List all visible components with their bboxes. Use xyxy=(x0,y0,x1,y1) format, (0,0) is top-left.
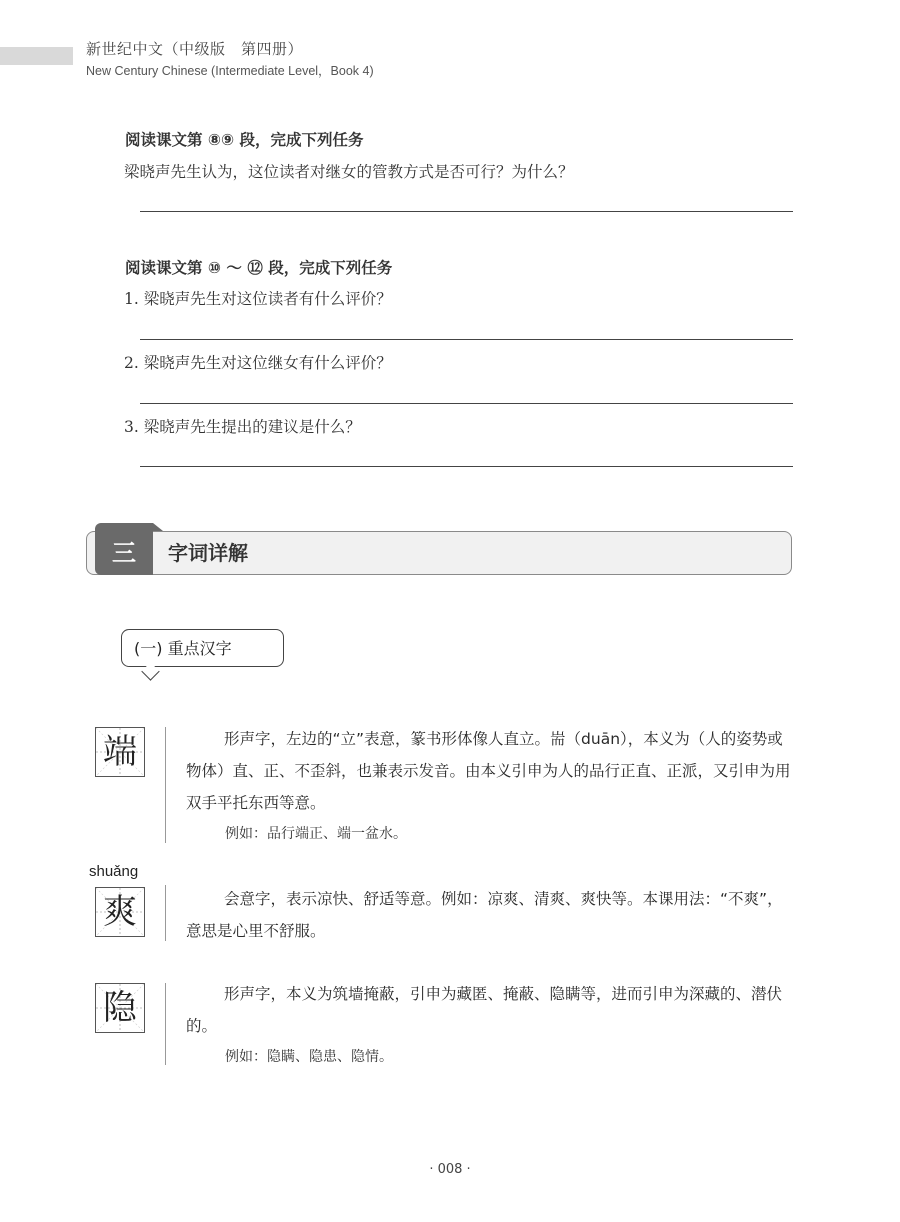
book-title-english: New Century Chinese (Intermediate Level，Book 4) xyxy=(86,64,374,78)
page-number: · 008 · xyxy=(429,1162,471,1177)
entry-divider xyxy=(165,885,166,941)
character-example: 例如：品行端正、端一盆水。 xyxy=(225,826,407,842)
character-explanation: 形声字，左边的“立”表意，篆书形体像人直立。耑（duān），本义为（人的姿势或物体）直、正、不歪斜，也兼表示发音。由本义引申为人的品行正直、正派，又引申为用双手平托东西等意。 xyxy=(186,730,791,812)
character-glyph: 隐 xyxy=(103,988,137,1028)
answer-line[interactable] xyxy=(140,211,793,212)
answer-line[interactable] xyxy=(140,466,793,467)
character-glyph: 爽 xyxy=(103,892,137,932)
entry-divider xyxy=(165,727,166,843)
header-accent-bar xyxy=(0,47,73,65)
character-grid-box xyxy=(95,887,145,937)
task-2-question-2: 2. 梁晓声先生对这位继女有什么评价？ xyxy=(124,354,392,372)
task-heading-1: 阅读课文第 ⑧⑨ 段，完成下列任务 xyxy=(125,131,364,149)
character-glyph: 端 xyxy=(103,732,137,772)
answer-line[interactable] xyxy=(140,403,793,404)
character-pinyin: shuǎng xyxy=(89,863,139,880)
answer-line[interactable] xyxy=(140,339,793,340)
task-1-question: 梁晓声先生认为，这位读者对继女的管教方式是否可行？为什么？ xyxy=(124,163,574,181)
task-heading-2: 阅读课文第 ⑩ ～ ⑫ 段，完成下列任务 xyxy=(125,259,393,277)
entry-divider xyxy=(165,983,166,1065)
section-tab-notch xyxy=(153,523,163,531)
character-explanation: 形声字，本义为筑墙掩蔽，引申为藏匿、掩蔽、隐瞒等，进而引申为深藏的、潜伏的。 xyxy=(186,985,783,1035)
section-number: 三 xyxy=(112,539,136,567)
character-grid-box xyxy=(95,983,145,1033)
character-explanation: 会意字，表示凉快、舒适等意。例如：凉爽、清爽、爽快等。本课用法：“不爽”，意思是心里不舒服。 xyxy=(186,890,783,940)
task-2-question-3: 3. 梁晓声先生提出的建议是什么？ xyxy=(124,418,361,436)
character-grid-box xyxy=(95,727,145,777)
task-2-question-1: 1. 梁晓声先生对这位读者有什么评价？ xyxy=(124,290,392,308)
section-title: 字词详解 xyxy=(168,541,248,565)
book-title-chinese: 新世纪中文（中级版 第四册） xyxy=(86,40,304,58)
subsection-title: (一) 重点汉字 xyxy=(134,639,232,658)
character-example: 例如：隐瞒、隐患、隐情。 xyxy=(225,1049,393,1065)
